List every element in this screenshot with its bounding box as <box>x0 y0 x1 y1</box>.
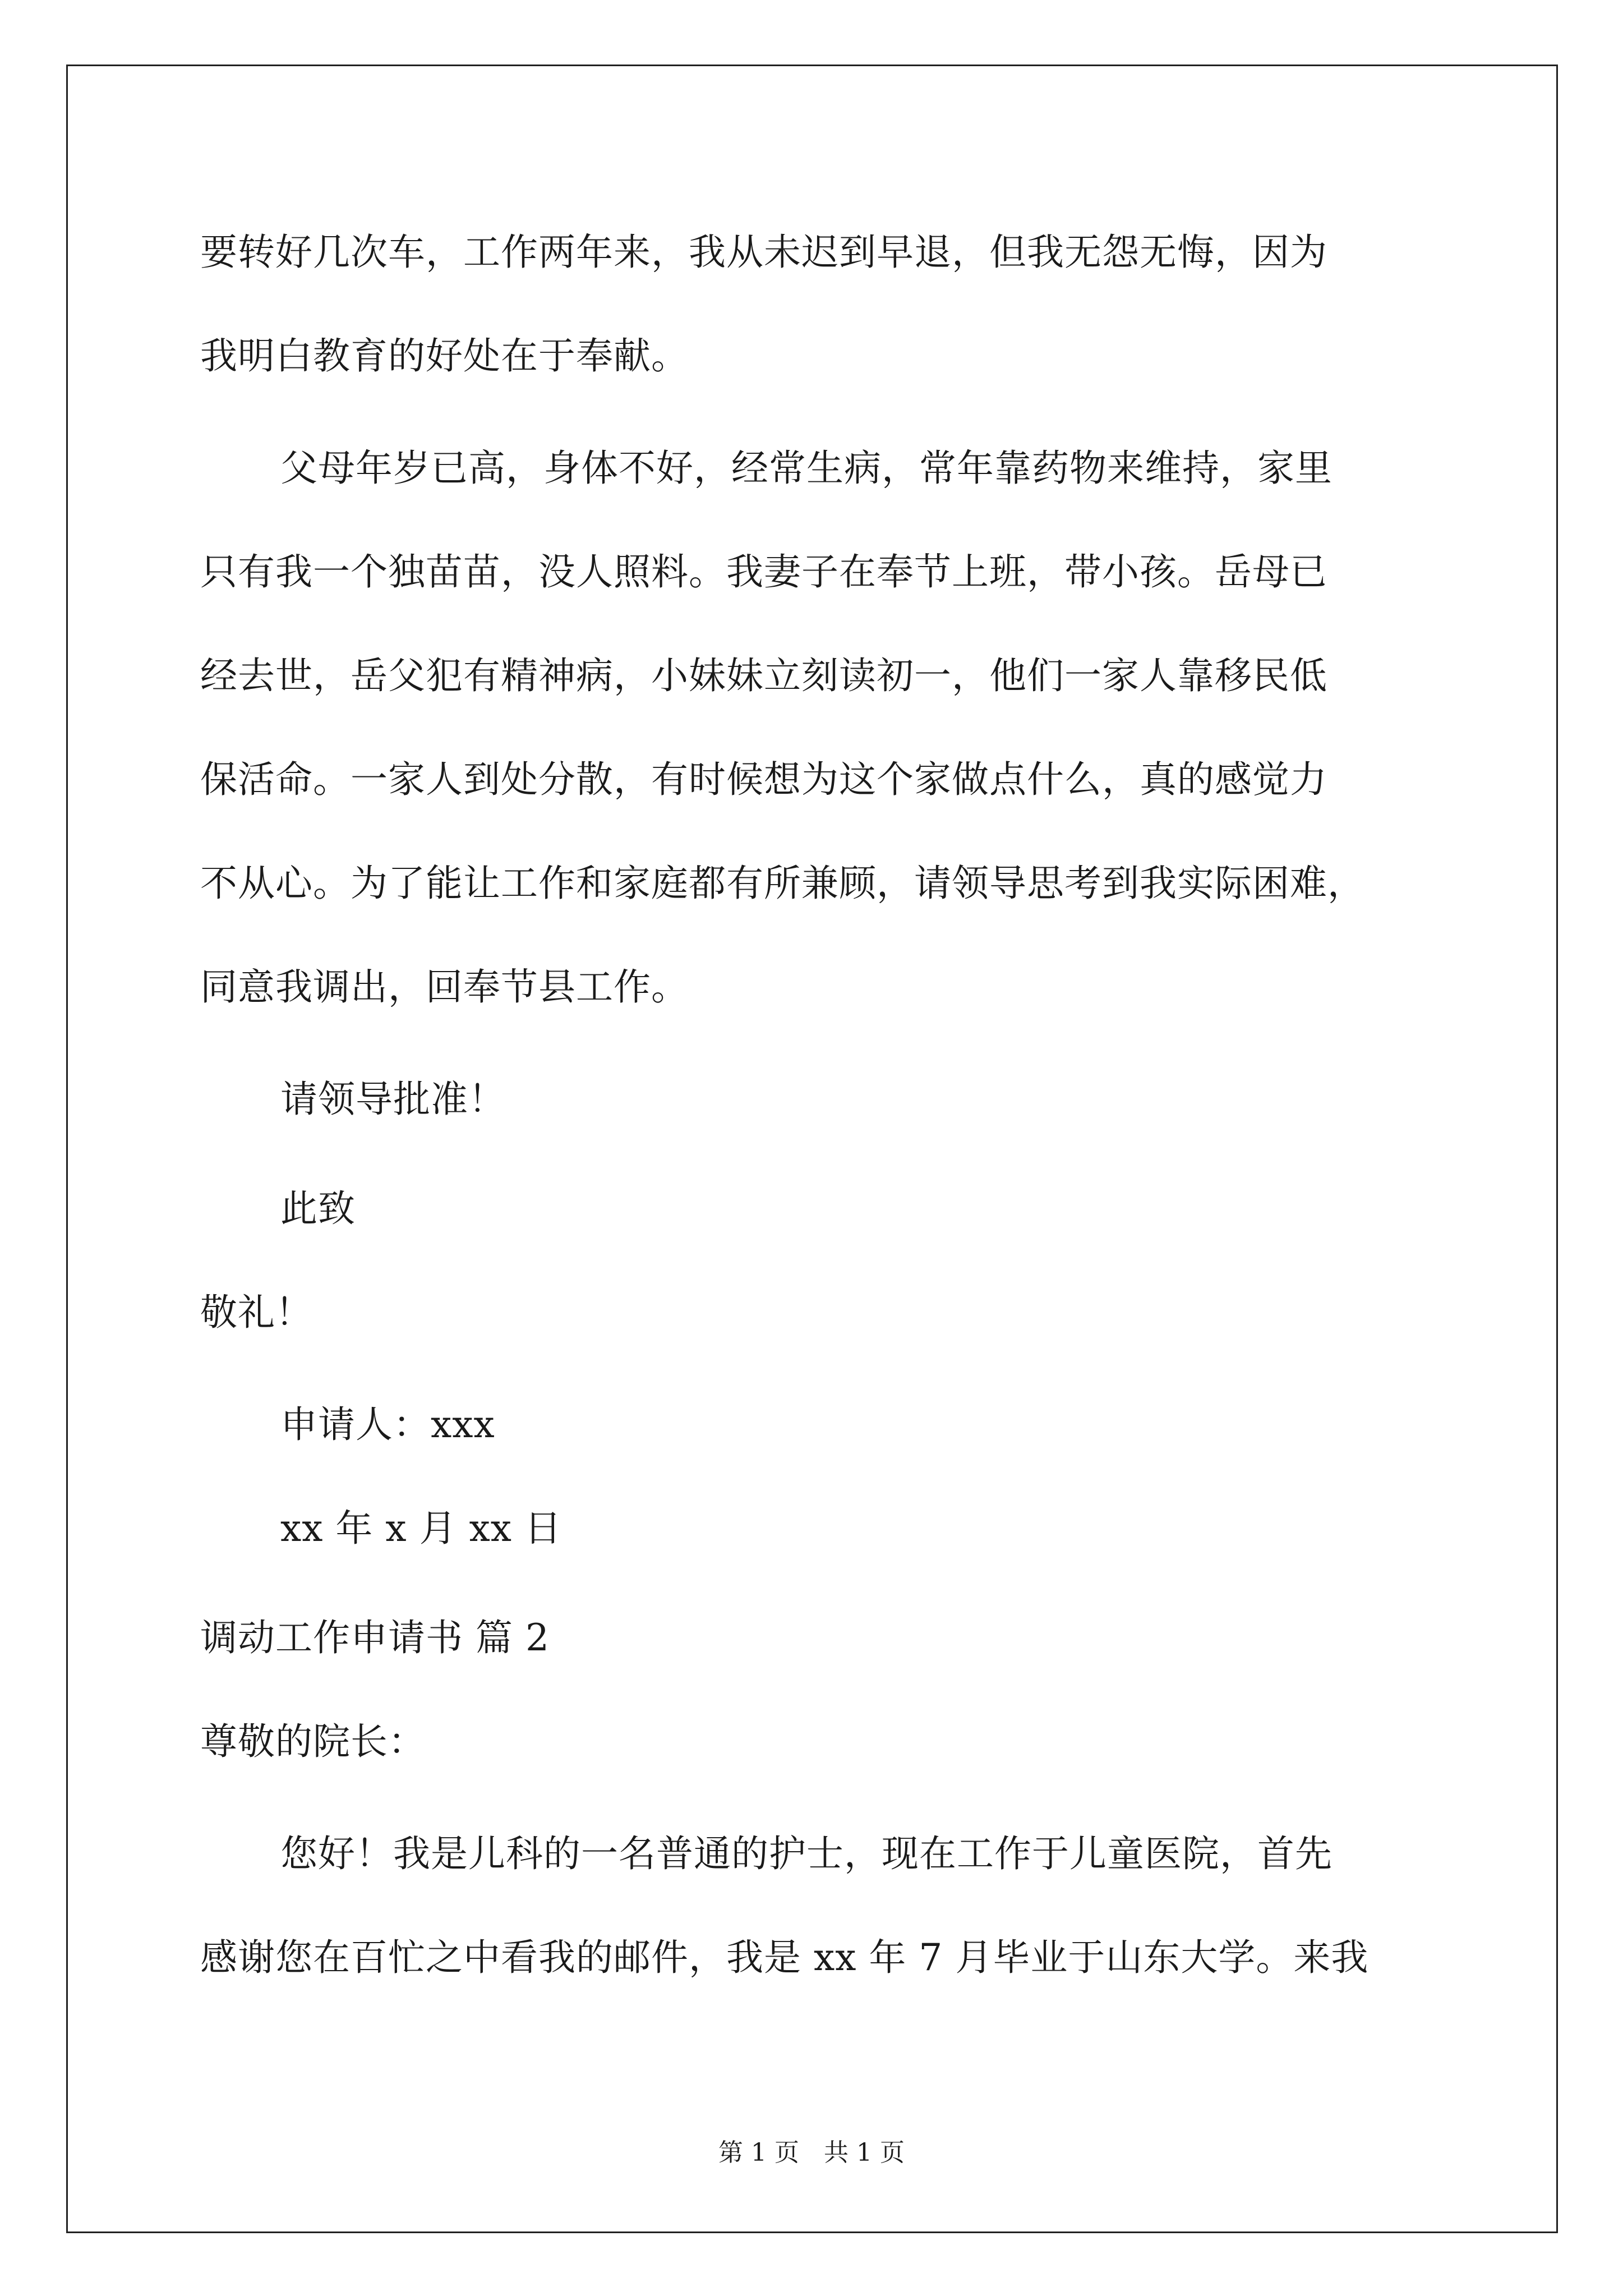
body-line: 要转好几次车，工作两年来，我从未迟到早退，但我无怨无悔，因为 <box>200 231 1327 274</box>
page-border <box>66 65 1558 2233</box>
page-footer: 第 1 页 共 1 页 <box>718 2138 905 2167</box>
body-line: 我明白教育的好处在于奉献。 <box>200 334 689 378</box>
body-line: 只有我一个独苗苗，没人照料。我妻子在奉节上班，带小孩。岳母已 <box>200 550 1327 593</box>
date-line: xx 年 x 月 xx 日 <box>280 1507 562 1550</box>
body-line: 您好！我是儿科的一名普通的护士，现在工作于儿童医院，首先 <box>280 1832 1332 1875</box>
body-line: 不从心。为了能让工作和家庭都有所兼顾，请领导思考到我实际困难， <box>200 862 1365 905</box>
addressee-line: 尊敬的院长： <box>200 1720 426 1763</box>
body-line: 保活命。一家人到处分散，有时候想为这个家做点什么，真的感觉力 <box>200 758 1327 801</box>
applicant-line: 申请人：xxx <box>280 1403 495 1446</box>
body-line: 父母年岁已高，身体不好，经常生病，常年靠药物来维持，家里 <box>280 447 1332 490</box>
body-line: 经去世，岳父犯有精神病，小妹妹立刻读初一，他们一家人靠移民低 <box>200 654 1327 697</box>
closing-line: 此致 <box>280 1187 356 1230</box>
salutation-line: 敬礼！ <box>200 1291 313 1334</box>
section-heading: 调动工作申请书 篇 2 <box>200 1616 550 1659</box>
body-line: 感谢您在百忙之中看我的邮件，我是 xx 年 7 月毕业于山东大学。来我 <box>200 1936 1369 1979</box>
request-approval-line: 请领导批准！ <box>280 1078 506 1121</box>
body-line: 同意我调出，回奉节县工作。 <box>200 965 689 1009</box>
